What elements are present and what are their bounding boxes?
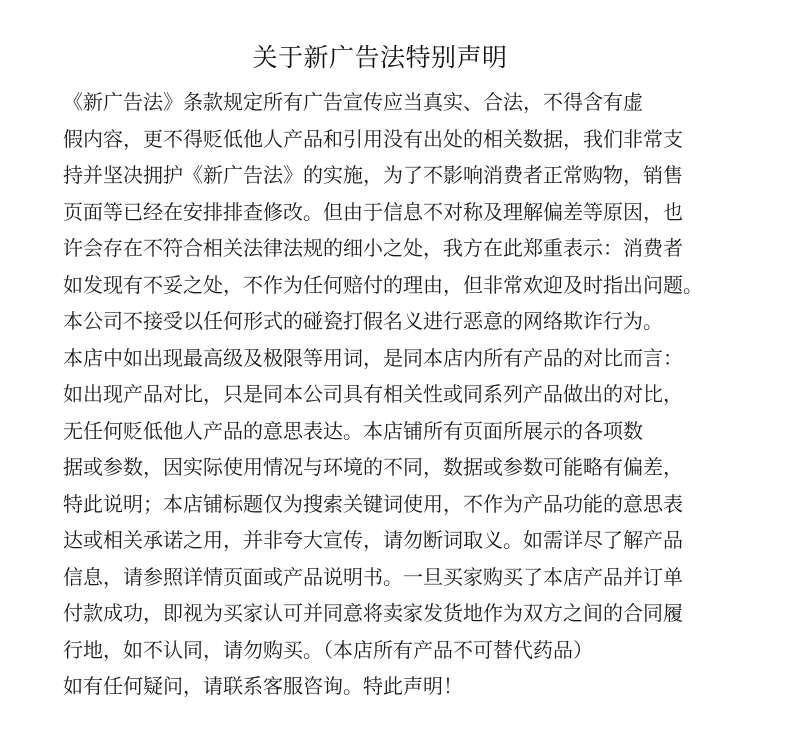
body-line-14: 信息，请参照详情页面或产品说明书。一旦买家购买了本店产品并订单 xyxy=(63,564,683,589)
document-title: 关于新广告法特别声明 xyxy=(252,43,508,72)
body-line-2: 假内容，更不得贬低他人产品和引用没有出处的相关数据，我们非常支 xyxy=(63,126,683,151)
body-line-4: 页面等已经在安排排查修改。但由于信息不对称及理解偏差等原因，也 xyxy=(63,199,683,224)
body-line-10: 无任何贬低他人产品的意思表达。本店铺所有页面所展示的各项数 xyxy=(63,418,643,443)
body-line-16: 行地，如不认同，请勿购买。（本店所有产品不可替代药品） xyxy=(63,637,593,662)
document-body xyxy=(63,84,793,705)
body-line-7: 本公司不接受以任何形式的碰瓷打假名义进行恶意的网络欺诈行为。 xyxy=(63,309,663,333)
body-line-15: 付款成功，即视为买家认可并同意将卖家发货地作为双方之间的合同履 xyxy=(63,601,683,625)
body-line-1: 《新广告法》条款规定所有广告宣传应当真实、合法，不得含有虚 xyxy=(63,90,643,114)
body-line-3: 持并坚决拥护《新广告法》的实施，为了不影响消费者正常购物，销售 xyxy=(63,163,683,187)
body-line-5: 许会存在不符合相关法律法规的细小之处，我方在此郑重表示：消费者 xyxy=(63,236,683,260)
body-line-9: 如出现产品对比，只是同本公司具有相关性或同系列产品做出的对比， xyxy=(63,382,683,406)
body-line-6: 如发现有不妥之处，不作为任何赔付的理由，但非常欢迎及时指出问题。 xyxy=(63,272,703,297)
body-line-13: 达或相关承诺之用，并非夸大宣传，请勿断词取义。如需详尽了解产品 xyxy=(63,528,683,552)
body-line-11: 据或参数，因实际使用情况与环境的不同，数据或参数可能略有偏差， xyxy=(63,455,683,479)
body-line-17: 如有任何疑问，请联系客服咨询。特此声明！ xyxy=(63,674,463,698)
body-line-8: 本店中如出现最高级及极限等用词，是同本店内所有产品的对比而言： xyxy=(63,345,683,370)
body-line-12: 特此说明；本店铺标题仅为搜索关键词使用，不作为产品功能的意思表 xyxy=(63,491,683,516)
